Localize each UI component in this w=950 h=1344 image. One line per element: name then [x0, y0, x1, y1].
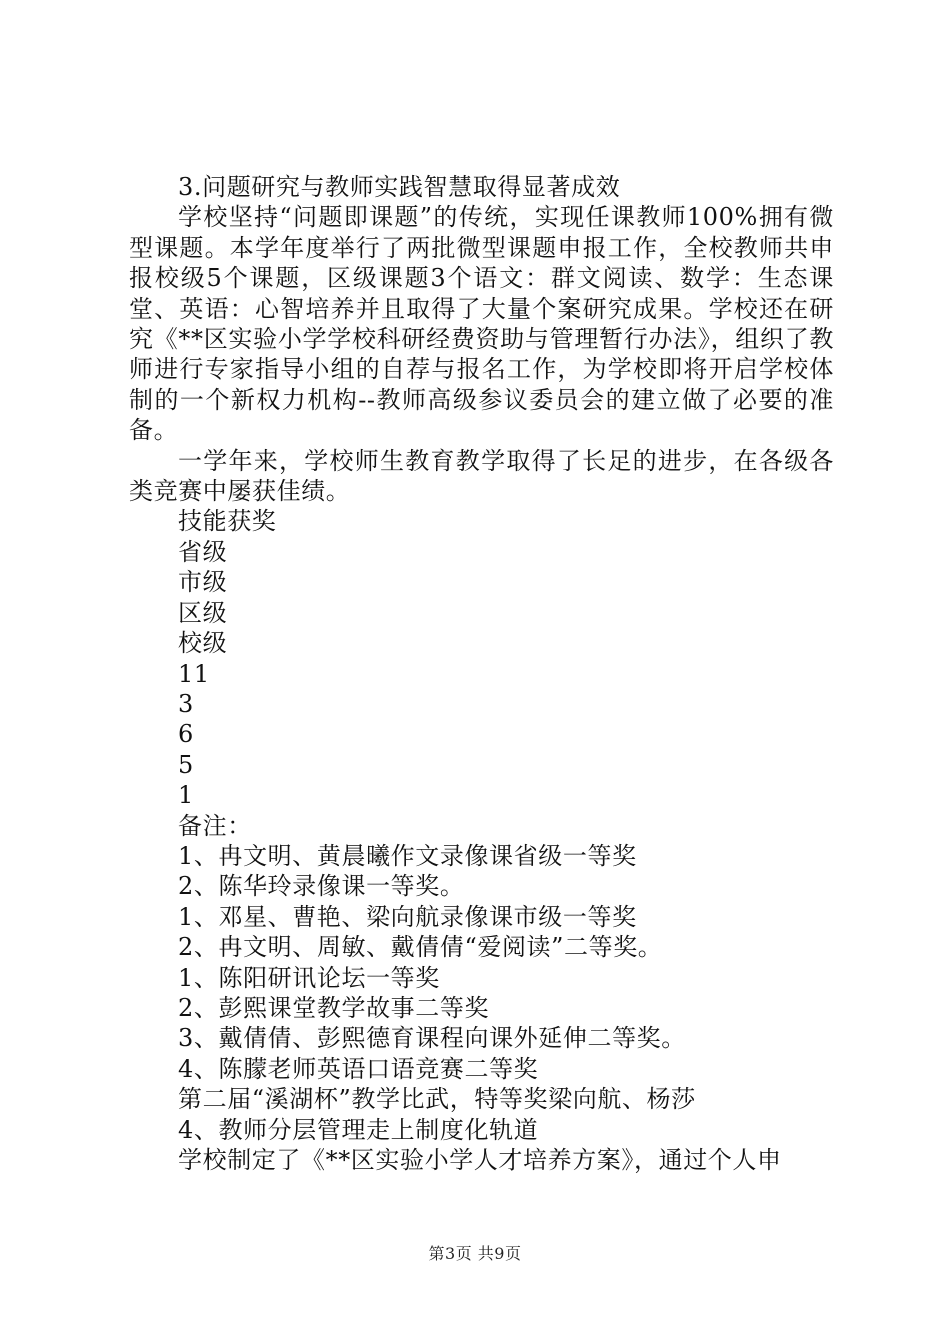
award-line: 校级 [178, 629, 228, 658]
award-line: 4、陈朦老师英语口语竞赛二等奖 [178, 1054, 539, 1083]
award-line: 备注： [178, 811, 252, 840]
award-line: 2、彭熙课堂教学故事二等奖 [178, 993, 490, 1022]
award-line: 2、冉文明、周敏、戴倩倩“爱阅读”二等奖。 [178, 933, 663, 962]
award-line: 1 [178, 781, 194, 810]
award-line: 5 [178, 750, 194, 779]
award-line: 3、戴倩倩、彭熙德育课程向课外延伸二等奖。 [178, 1024, 686, 1053]
award-line: 技能获奖 [178, 507, 277, 536]
award-line: 2、陈华玲录像课一等奖。 [178, 872, 465, 901]
paragraph-talent-plan: 学校制定了《**区实验小学人才培养方案》，通过个人申 [178, 1146, 782, 1174]
award-line: 6 [178, 720, 194, 749]
award-line: 第二届“溪湖杯”教学比武，特等奖梁向航、杨莎 [178, 1085, 696, 1114]
award-line: 4、教师分层管理走上制度化轨道 [178, 1115, 539, 1144]
document-body [129, 172, 834, 1175]
paragraph-research: 学校坚持“问题即课题”的传统，实现任课教师100%拥有微型课题。本学年度举行了两批微型课题申报工作，全校教师共申报校级5个课题，区级课题3个语文：群文阅读、数学：生态课堂、英语：心智培养并且取得了大量个案研究成果。学校还在研究《**区实验小学学校科研经费资助与管理暂行办法》，组织了教师进行专家指导小组的自荐与报名工作，为学校即将开启学校体制的一个新权力机构--教师高级参议委员会的建立做了必要的准备。 [129, 203, 834, 445]
page-number: 第3页 共9页 [428, 1244, 522, 1263]
award-line: 11 [178, 659, 210, 688]
section-heading: 3.问题研究与教师实践智慧取得显著成效 [178, 173, 621, 201]
award-line: 3 [178, 689, 194, 718]
award-line: 1、邓星、曹艳、梁向航录像课市级一等奖 [178, 902, 637, 931]
award-line: 1、陈阳研讯论坛一等奖 [178, 963, 440, 992]
award-line: 1、冉文明、黄晨曦作文录像课省级一等奖 [178, 841, 637, 870]
paragraph-achievements: 一学年来，学校师生教育教学取得了长足的进步，在各级各类竞赛中屡获佳绩。 [129, 446, 834, 506]
award-line: 市级 [178, 568, 228, 597]
award-line: 区级 [178, 598, 228, 627]
award-line: 省级 [178, 537, 228, 566]
